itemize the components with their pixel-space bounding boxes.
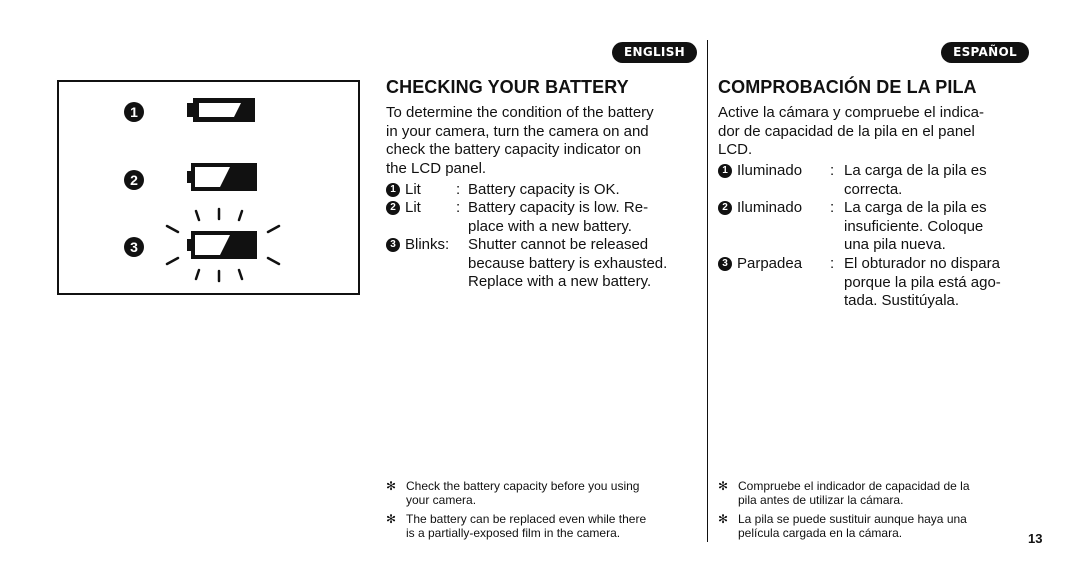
intro-line: the LCD panel. [386,159,487,177]
note-line: Check the battery capacity before you using [406,479,640,493]
desc-line: Battery capacity is OK. [468,181,620,198]
spanish-note-1 [718,479,1030,507]
spanish-state-2 [718,199,1030,255]
spanish-state-1 [718,162,1030,200]
spanish-state-3 [718,255,1030,311]
desc-line: porque la pila está ago- [844,273,1001,291]
note-text [738,512,967,540]
state-description [468,236,698,292]
desc-line: La carga de la pila es [844,199,987,216]
note-line: The battery can be replaced even while there [406,512,647,526]
spanish-heading: COMPROBACIÓN DE LA PILA [718,77,977,97]
state-label: Parpadea [737,255,803,272]
english-state-2 [386,199,698,237]
colon: : [830,162,835,179]
desc-line: una pila nueva. [844,236,946,254]
intro-line: in your camera, turn the camera on and [386,122,649,140]
note-text [738,479,970,507]
note-line: película cargada en la cámara. [738,526,903,540]
desc-line: El obturador no dispara [844,255,1000,272]
state-label: Lit [405,199,421,216]
note-line: pila antes de utilizar la cámara. [738,493,904,507]
figure-number-2: 2 [124,170,144,190]
state-number-3: 3 [386,238,400,252]
figure-number-1: 1 [124,102,144,122]
colon: : [830,199,835,216]
desc-line: tada. Sustitúyala. [844,292,960,310]
intro-line: dor de capacidad de la pila en el panel [718,122,975,140]
desc-line: place with a new battery. [468,217,632,235]
state-description [844,162,1030,199]
battery-low-icon [185,163,265,195]
colon: : [456,181,461,198]
note-line: your camera. [406,493,477,507]
state-label: Iluminado [737,199,803,216]
note-marker: ✻ [718,512,729,526]
english-state-1 [386,181,698,200]
battery-full-icon [185,96,265,128]
desc-line: La carga de la pila es [844,162,987,179]
battery-blinking-icon [155,204,295,286]
state-description [468,199,698,236]
desc-line: correcta. [844,180,903,198]
desc-line: Battery capacity is low. Re- [468,199,649,216]
state-number-2: 2 [718,201,732,215]
note-line: La pila se puede sustituir aunque haya una [738,512,967,526]
state-number-1: 1 [386,183,400,197]
state-description [844,255,1030,311]
column-divider [707,40,708,542]
desc-line: Replace with a new battery. [468,273,652,291]
state-label: Blinks: [405,236,450,253]
state-label: Iluminado [737,162,803,179]
desc-line: Shutter cannot be released [468,236,649,253]
state-description [468,181,698,200]
page-number: 13 [1028,531,1043,546]
english-heading: CHECKING YOUR BATTERY [386,77,629,97]
english-intro [386,104,698,178]
state-number-1: 1 [718,164,732,178]
spanish-badge: ESPAÑOL [941,42,1029,63]
english-note-2 [386,512,701,540]
intro-line: Active la cámara y compruebe el indica- [718,104,984,121]
note-line: Compruebe el indicador de capacidad de la [738,479,970,493]
state-number-3: 3 [718,257,732,271]
note-line: is a partially-exposed film in the camera. [406,526,621,540]
desc-line: insuficiente. Coloque [844,217,984,235]
note-marker: ✻ [386,479,397,493]
colon: : [456,199,461,216]
state-description [844,199,1030,255]
note-text [406,512,646,540]
spanish-intro [718,104,1030,160]
intro-line: To determine the condition of the battery [386,104,654,121]
intro-line: check the battery capacity indicator on [386,141,642,159]
state-label: Lit [405,181,421,198]
intro-line: LCD. [718,141,753,159]
desc-line: because battery is exhausted. [468,254,668,272]
battery-indicator-figure [57,80,360,295]
note-marker: ✻ [386,512,397,526]
english-state-3 [386,236,698,292]
english-badge: ENGLISH [612,42,697,63]
state-number-2: 2 [386,201,400,215]
colon: : [830,255,835,272]
spanish-note-2 [718,512,1023,540]
note-marker: ✻ [718,479,729,493]
figure-number-3: 3 [124,237,144,257]
note-text [406,479,639,507]
english-note-1 [386,479,701,507]
